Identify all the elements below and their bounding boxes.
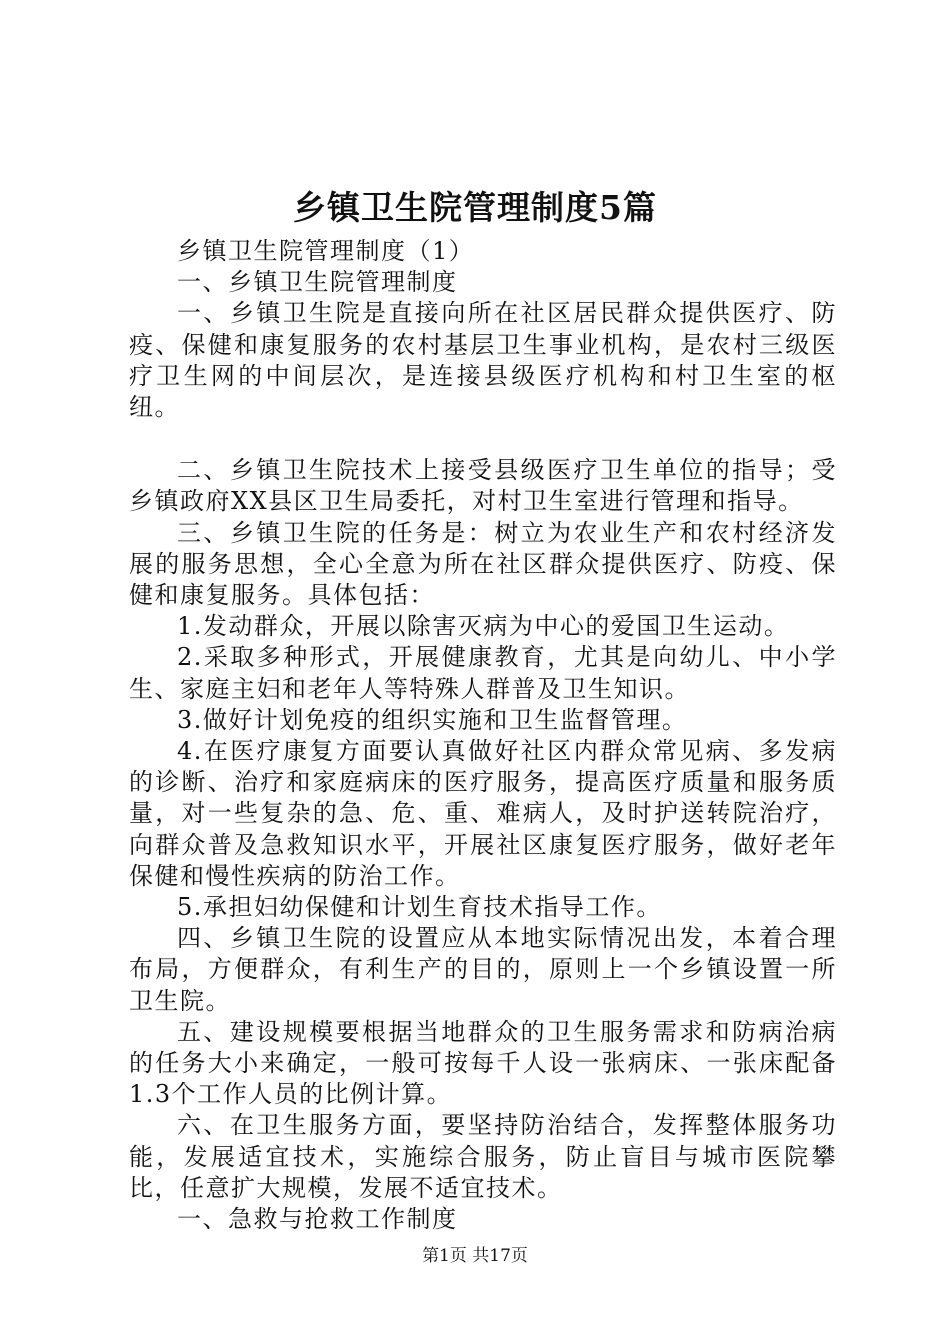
document-body bbox=[129, 236, 837, 1235]
paragraph: 2.采取多种形式，开展健康教育，尤其是向幼儿、中小学生、家庭主妇和老年人等特殊人群普及卫生知识。 bbox=[129, 643, 837, 703]
page-footer: 第1页 共17页 bbox=[422, 1246, 528, 1266]
document-title: 乡镇卫生院管理制度5篇 bbox=[293, 188, 657, 227]
paragraph: 六、在卫生服务方面，要坚持防治结合，发挥整体服务功能，发展适宜技术，实施综合服务，防止盲目与城市医院攀比，任意扩大规模，发展不适宜技术。 bbox=[129, 1111, 837, 1202]
paragraph: 1.发动群众，开展以除害灭病为中心的爱国卫生运动。 bbox=[177, 612, 790, 641]
paragraph: 四、乡镇卫生院的设置应从本地实际情况出发，本着合理布局，方便群众，有利生产的目的，原则上一个乡镇设置一所卫生院。 bbox=[129, 924, 837, 1015]
paragraph: 4.在医疗康复方面要认真做好社区内群众常见病、多发病的诊断、治疗和家庭病床的医疗服务，提高医疗质量和服务质量，对一些复杂的急、危、重、难病人，及时护送转院治疗，向群众普及急救知识水平，开展社区康复医疗服务，做好老年保健和慢性疾病的防治工作。 bbox=[129, 737, 837, 890]
paragraph: 3.做好计划免疫的组织实施和卫生监督管理。 bbox=[177, 705, 688, 734]
paragraph: 一、乡镇卫生院管理制度 bbox=[177, 268, 458, 297]
paragraph: 乡镇卫生院管理制度（1） bbox=[177, 237, 475, 265]
paragraph: 三、乡镇卫生院的任务是：树立为农业生产和农村经济发展的服务思想，全心全意为所在社区群众提供医疗、防疫、保健和康复服务。具体包括： bbox=[129, 518, 837, 610]
paragraph: 五、建设规模要根据当地群众的卫生服务需求和防病治病的任务大小来确定，一般可按每千人设一张病床、一张床配备1.3个工作人员的比例计算。 bbox=[129, 1017, 837, 1109]
paragraph: 一、急救与抢救工作制度 bbox=[177, 1205, 458, 1234]
paragraph: 二、乡镇卫生院技术上接受县级医疗卫生单位的指导；受乡镇政府XX县区卫生局委托，对村卫生室进行管理和指导。 bbox=[129, 456, 837, 516]
paragraph: 5.承担妇幼保健和计划生育技术指导工作。 bbox=[177, 893, 662, 922]
paragraph: 一、乡镇卫生院是直接向所在社区居民群众提供医疗、防疫、保健和康复服务的农村基层卫生事业机构，是农村三级医疗卫生网的中间层次，是连接县级医疗机构和村卫生室的枢纽。 bbox=[129, 299, 837, 422]
